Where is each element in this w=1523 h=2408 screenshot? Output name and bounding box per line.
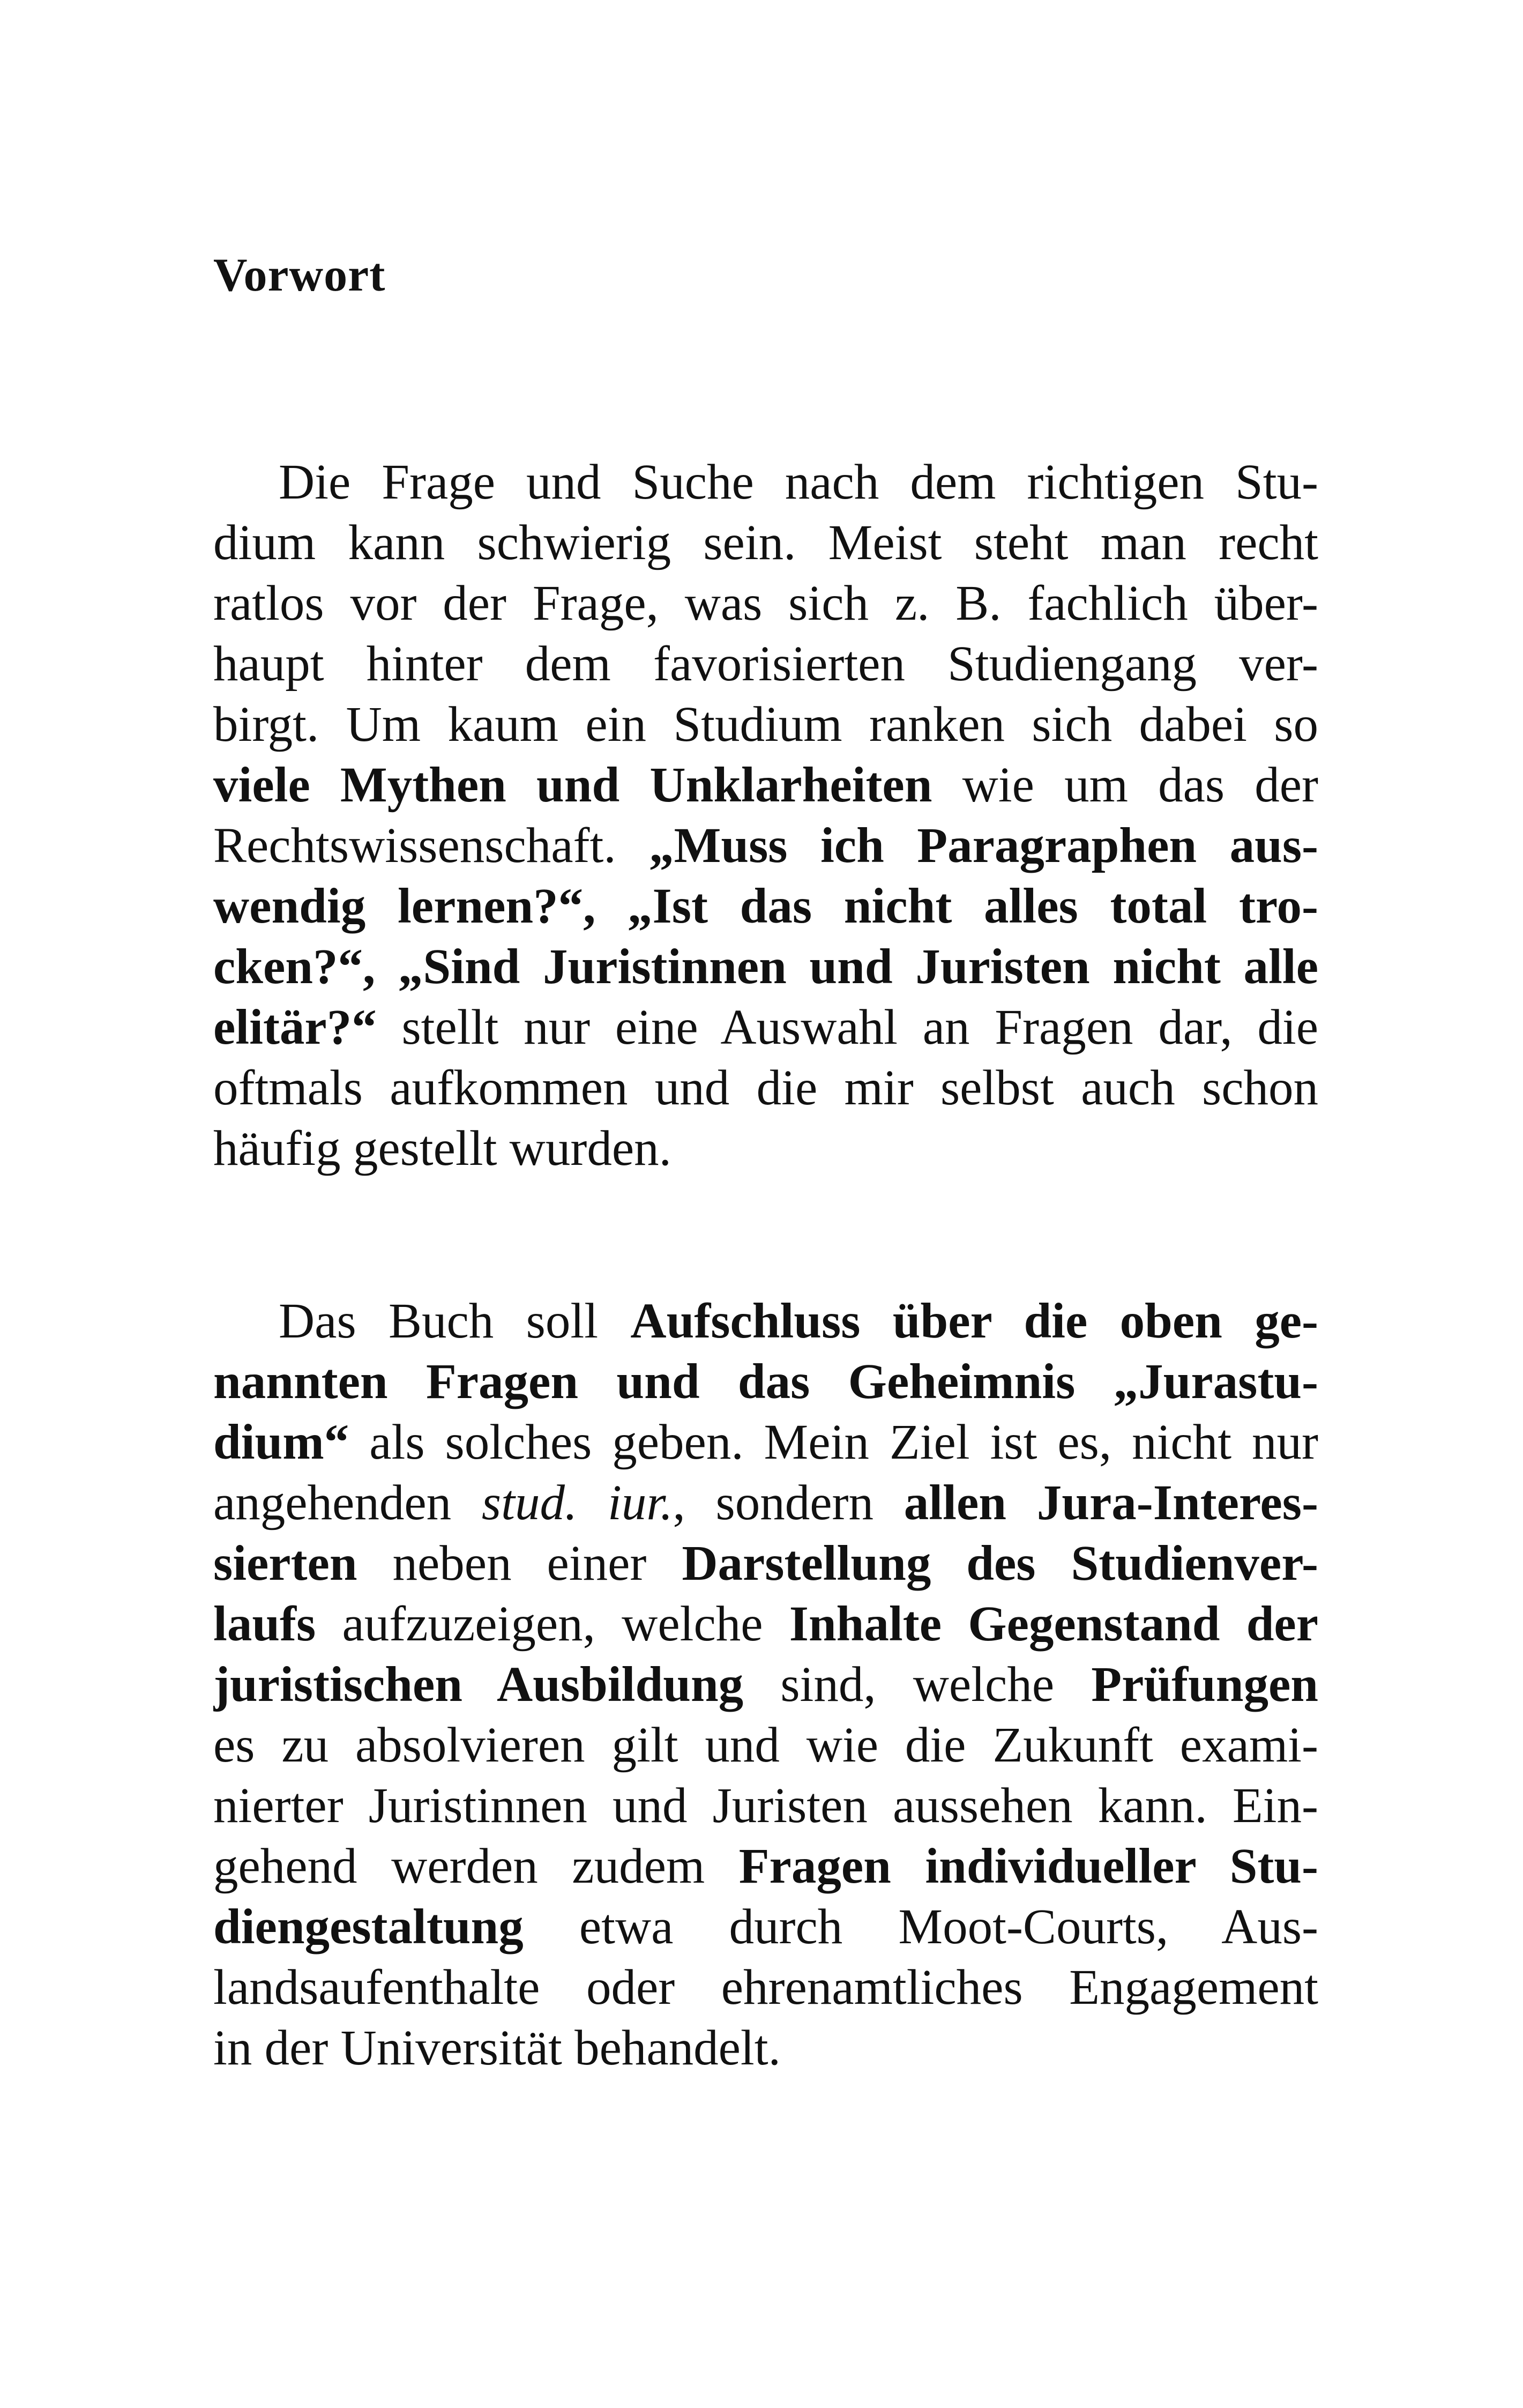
- text-line: [213, 2018, 1318, 2078]
- bold-text-run: diengestaltung: [213, 1899, 524, 1954]
- bold-text-run: cken?“, „Sind Juristinnen und Juristen nicht alle: [213, 939, 1318, 994]
- text-run: stellt nur eine Auswahl an Fragen dar, die: [376, 1000, 1318, 1055]
- text-run: wie um das der: [932, 757, 1318, 813]
- bold-text-run: Aufschluss über die oben ge-: [630, 1294, 1318, 1349]
- text-line: [213, 997, 1318, 1058]
- text-line: [213, 1654, 1318, 1715]
- text-run: haupt hinter dem favorisierten Studiengang ver-: [213, 636, 1318, 692]
- text-run: nierter Juristinnen und Juristen aussehen kann. Ein-: [213, 1778, 1318, 1833]
- text-line: [213, 755, 1318, 815]
- text-line: [213, 1351, 1318, 1412]
- text-run: häufig gestellt wurden.: [213, 1121, 671, 1176]
- bold-text-run: sierten: [213, 1536, 357, 1591]
- text-line: [213, 694, 1318, 755]
- text-run: aufzuzeigen, welche: [316, 1596, 789, 1652]
- text-run: als solches geben. Mein Ziel ist es, nicht nur: [349, 1415, 1318, 1470]
- text-run: gehend werden zudem: [213, 1839, 739, 1894]
- text-run: , sondern: [673, 1475, 904, 1530]
- text-run: Das Buch soll: [279, 1294, 631, 1349]
- text-line: [213, 1715, 1318, 1775]
- text-run: angehenden: [213, 1475, 482, 1530]
- text-line: [213, 512, 1318, 573]
- text-run: Die Frage und Suche nach dem richtigen Stu-: [279, 455, 1318, 510]
- text-line: [213, 573, 1318, 634]
- text-run: dium kann schwierig sein. Meist steht man recht: [213, 515, 1318, 570]
- text-line: [213, 815, 1318, 876]
- text-line: [213, 1897, 1318, 1957]
- paragraph-2: [213, 1291, 1318, 2078]
- book-page: [213, 0, 1318, 2408]
- text-line: [213, 1775, 1318, 1836]
- bold-text-run: Darstellung des Studienver-: [682, 1536, 1318, 1591]
- text-run: ratlos vor der Frage, was sich z. B. fachlich über-: [213, 576, 1318, 631]
- text-run: neben einer: [357, 1536, 682, 1591]
- text-line: [213, 1533, 1318, 1594]
- text-line: [213, 937, 1318, 997]
- paragraph-1: [213, 452, 1318, 1179]
- bold-text-run: nannten Fragen und das Geheimnis „Jurastu-: [213, 1354, 1318, 1409]
- text-run: oftmals aufkommen und die mir selbst auch schon: [213, 1060, 1318, 1116]
- bold-text-run: viele Mythen und Unklarheiten: [213, 757, 932, 813]
- text-line: [213, 1836, 1318, 1897]
- bold-text-run: Inhalte Gegenstand der: [789, 1596, 1318, 1652]
- text-run: Rechtswissenschaft.: [213, 818, 649, 873]
- bold-text-run: Prüfungen: [1091, 1657, 1318, 1712]
- page-heading: Vorwort: [213, 249, 386, 301]
- bold-text-run: „Muss ich Paragraphen aus-: [649, 818, 1318, 873]
- text-run: birgt. Um kaum ein Studium ranken sich dabei so: [213, 697, 1318, 752]
- bold-text-run: elitär?“: [213, 1000, 377, 1055]
- bold-text-run: dium“: [213, 1415, 349, 1470]
- bold-text-run: juristischen Ausbildung: [213, 1657, 744, 1712]
- text-run: landsaufenthalte oder ehrenamtliches Engagement: [213, 1960, 1318, 2015]
- bold-text-run: Fragen individueller Stu-: [738, 1839, 1318, 1894]
- text-line: [213, 1058, 1318, 1118]
- text-line: [213, 634, 1318, 694]
- text-line: [213, 1118, 1318, 1179]
- text-run: es zu absolvieren gilt und wie die Zukunft exami-: [213, 1718, 1318, 1773]
- text-line: [213, 1473, 1318, 1533]
- bold-text-run: laufs: [213, 1596, 316, 1652]
- text-line: [213, 876, 1318, 937]
- text-line: [213, 452, 1318, 512]
- italic-text-run: stud. iur.: [481, 1475, 673, 1530]
- bold-text-run: allen Jura-Interes-: [904, 1475, 1318, 1530]
- text-run: etwa durch Moot-Courts, Aus-: [523, 1899, 1318, 1954]
- text-run: in der Universität behandelt.: [213, 2020, 781, 2076]
- text-line: [213, 1957, 1318, 2018]
- bold-text-run: wendig lernen?“, „Ist das nicht alles total tro-: [213, 879, 1318, 934]
- text-run: sind, welche: [743, 1657, 1092, 1712]
- text-line: [213, 1412, 1318, 1473]
- text-line: [213, 1594, 1318, 1654]
- text-line: [213, 1291, 1318, 1351]
